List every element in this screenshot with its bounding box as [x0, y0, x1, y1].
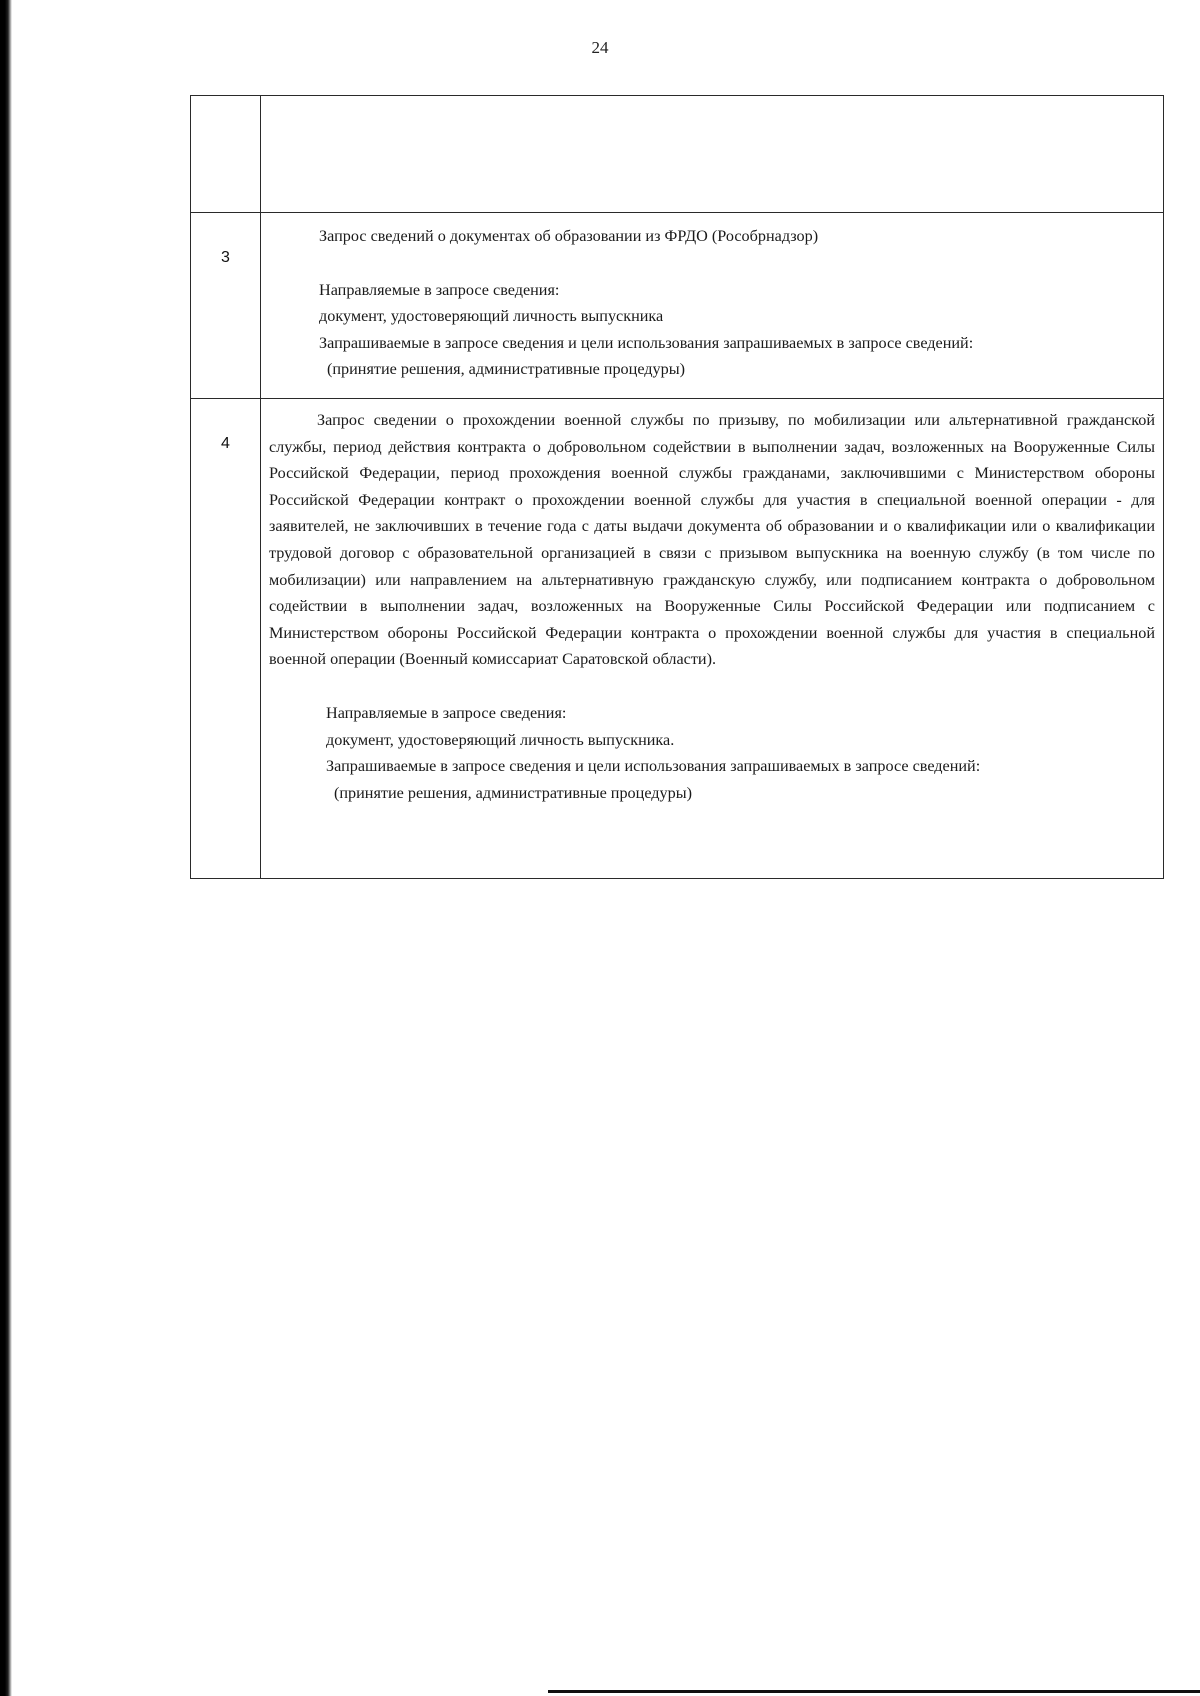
table-row: [191, 399, 1164, 879]
row-text-cell: [261, 213, 1164, 399]
request-title: Запрос сведении о прохождении военной службы по призыву, по мобилизации или альтернативной гражданской службы, период действия контракта о добровольном содействии в выполнении задач, возложенных на Вооруженные Силы Российской Федерации, период прохождения военной службы гражданами, заключившими с Министерством обороны Российской Федерации контракт о прохождении военной службы для участия в специальной военной операции - для заявителей, не заключивших в течение года с даты выдачи документа об образовании и о квалификации или о квалификации трудовой договор с образовательной организацией в связи с призывом выпускника на военную службу (в том числе по мобилизации) или направлением на альтернативную гражданскую службу, или подписанием контракта о добровольном содействии в выполнении задач, возложенных на Вооруженные Силы Российской Федерации или подписанием с Министерством обороны Российской Федерации контракта о прохождении военной службы для участия в специальной военной операции (Военный комиссариат Саратовской области).: [269, 411, 1155, 669]
requested-label: Запрашиваемые в запросе сведения и цели использования запрашиваемых в запросе сведений:: [319, 333, 974, 352]
requested-label: Запрашиваемые в запросе сведения и цели использования запрашиваемых в запросе сведений:: [326, 757, 981, 776]
row-number-cell: 4: [191, 399, 261, 879]
sent-value: документ, удостоверяющий личность выпускника.: [326, 730, 675, 749]
requested-value: (принятие решения, административные процедуры): [334, 783, 692, 802]
scan-edge-bottom: [548, 1690, 1200, 1693]
request-title: Запрос сведений о документах об образовании из ФРДО (Рособрнадзор): [319, 227, 819, 245]
table-row: [191, 213, 1164, 399]
table-row: [191, 96, 1164, 213]
page-number: 24: [591, 38, 609, 57]
sent-label: Направляемые в запросе сведения:: [326, 703, 567, 722]
sent-value: документ, удостоверяющий личность выпускника: [319, 307, 664, 326]
row-number-cell: 3: [191, 213, 261, 399]
row-number-cell: [191, 96, 261, 213]
row-text-cell: [261, 399, 1164, 879]
document-table: [190, 95, 1164, 879]
requested-value: (принятие решения, административные процедуры): [327, 360, 685, 379]
scan-edge-left: [0, 0, 12, 1696]
row-text-cell: [261, 96, 1164, 213]
sent-label: Направляемые в запросе сведения:: [319, 280, 560, 299]
